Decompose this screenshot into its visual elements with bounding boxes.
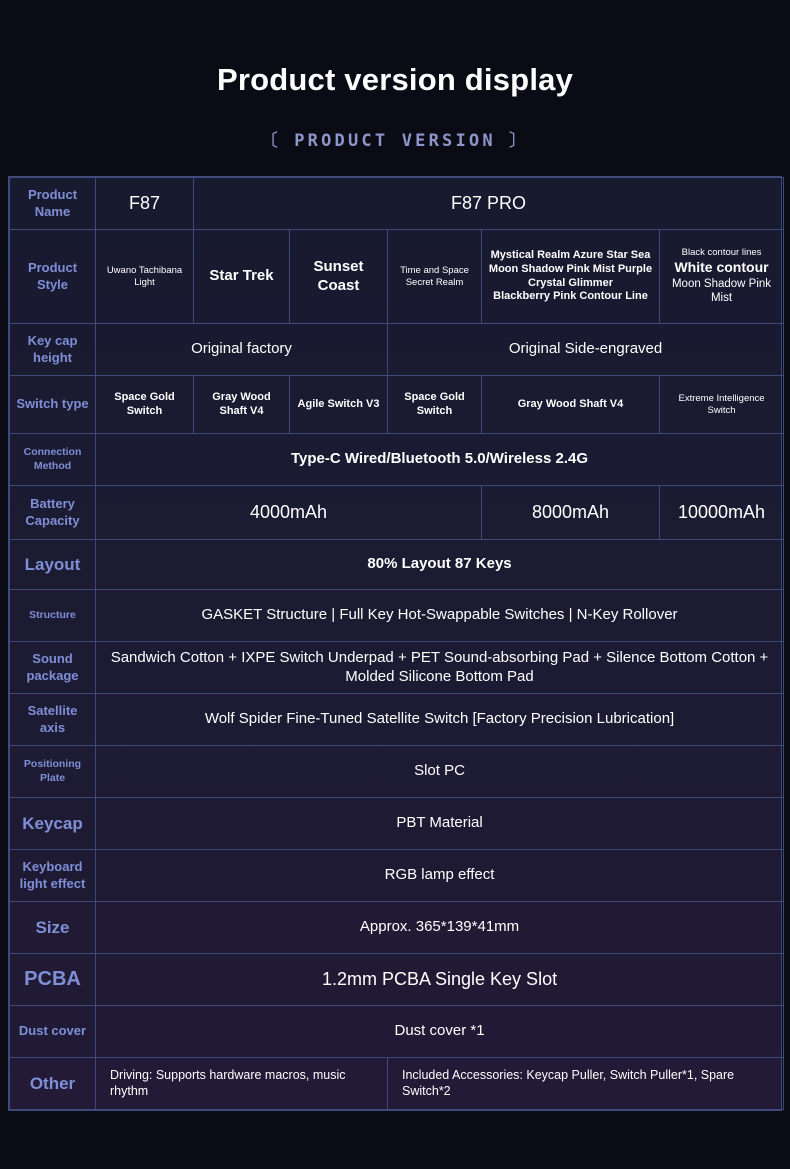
spec-table-container <box>8 176 782 1111</box>
cell-switch-agile-v3: Agile Switch V3 <box>290 376 388 434</box>
cell-positioning-plate: Slot PC <box>96 746 784 798</box>
row-label-keycap-height: Key cap height <box>10 324 96 376</box>
table-row <box>10 694 784 746</box>
row-label-positioning-plate: Positioning Plate <box>10 746 96 798</box>
cell-satellite-axis: Wolf Spider Fine-Tuned Satellite Switch [Factory Precision Lubrication] <box>96 694 784 746</box>
cell-switch-gray-wood-2: Gray Wood Shaft V4 <box>482 376 660 434</box>
cell-switch-space-gold-1: Space Gold Switch <box>96 376 194 434</box>
cell-f87: F87 <box>96 178 194 230</box>
page-subtitle: 〔 PRODUCT VERSION 〕 <box>260 131 530 151</box>
table-row <box>10 376 784 434</box>
cell-f87-pro: F87 PRO <box>194 178 784 230</box>
cell-style-mystical-line2: Blackberry Pink Contour Line <box>493 290 648 303</box>
table-row <box>10 540 784 590</box>
cell-style-moon-shadow: Moon Shadow Pink Mist <box>671 277 772 305</box>
cell-dust-cover: Dust cover *1 <box>96 1006 784 1058</box>
cell-keycap-side-engraved: Original Side-engraved <box>388 324 784 376</box>
cell-layout: 80% Layout 87 Keys <box>96 540 784 590</box>
cell-switch-extreme: Extreme Intelligence Switch <box>660 376 784 434</box>
cell-keycap-material: PBT Material <box>96 798 784 850</box>
cell-style-contour <box>660 230 784 324</box>
table-row <box>10 230 784 324</box>
row-label-other: Other <box>10 1058 96 1110</box>
row-label-size: Size <box>10 902 96 954</box>
row-label-sound-package: Sound package <box>10 642 96 694</box>
table-row <box>10 590 784 642</box>
row-label-structure: Structure <box>10 590 96 642</box>
page-header <box>0 0 790 151</box>
cell-size: Approx. 365*139*41mm <box>96 902 784 954</box>
cell-battery-10000: 10000mAh <box>660 486 784 540</box>
cell-structure: GASKET Structure | Full Key Hot-Swappable Switches | N-Key Rollover <box>96 590 784 642</box>
row-label-product-style: Product Style <box>10 230 96 324</box>
cell-switch-space-gold-2: Space Gold Switch <box>388 376 482 434</box>
cell-style-time-space: Time and Space Secret Realm <box>388 230 482 324</box>
table-row <box>10 798 784 850</box>
row-label-layout: Layout <box>10 540 96 590</box>
table-row <box>10 434 784 486</box>
cell-keycap-original: Original factory <box>96 324 388 376</box>
cell-other-driving: Driving: Supports hardware macros, music rhythm <box>96 1058 388 1110</box>
spec-table <box>9 177 784 1110</box>
table-row <box>10 324 784 376</box>
row-label-keycap: Keycap <box>10 798 96 850</box>
row-label-switch-type: Switch type <box>10 376 96 434</box>
table-row <box>10 954 784 1006</box>
table-row <box>10 178 784 230</box>
cell-light-effect: RGB lamp effect <box>96 850 784 902</box>
table-row <box>10 1058 784 1110</box>
row-label-product-name: Product Name <box>10 178 96 230</box>
table-row <box>10 902 784 954</box>
cell-other-accessories: Included Accessories: Keycap Puller, Switch Puller*1, Spare Switch*2 <box>388 1058 784 1110</box>
row-label-satellite-axis: Satellite axis <box>10 694 96 746</box>
row-label-pcba: PCBA <box>10 954 96 1006</box>
cell-style-black-contour: Black contour lines <box>681 247 762 259</box>
table-row <box>10 642 784 694</box>
table-row <box>10 486 784 540</box>
cell-switch-gray-wood-1: Gray Wood Shaft V4 <box>194 376 290 434</box>
row-label-light-effect: Keyboard light effect <box>10 850 96 902</box>
cell-battery-4000: 4000mAh <box>96 486 482 540</box>
cell-pcba: 1.2mm PCBA Single Key Slot <box>96 954 784 1006</box>
row-label-dust-cover: Dust cover <box>10 1006 96 1058</box>
row-label-connection-method: Connection Method <box>10 434 96 486</box>
cell-style-mystical <box>482 230 660 324</box>
table-row <box>10 1006 784 1058</box>
cell-style-sunset-coast: Sunset Coast <box>290 230 388 324</box>
table-row <box>10 850 784 902</box>
cell-style-mystical-line1: Mystical Realm Azure Star Sea Moon Shadow Pink Mist Purple Crystal Glimmer <box>488 249 653 289</box>
page-title: Product version display <box>216 62 574 97</box>
cell-style-star-trek: Star Trek <box>194 230 290 324</box>
cell-battery-8000: 8000mAh <box>482 486 660 540</box>
cell-style-white-contour: White contour <box>674 259 769 276</box>
cell-style-uwano: Uwano Tachibana Light <box>96 230 194 324</box>
row-label-battery-capacity: Battery Capacity <box>10 486 96 540</box>
cell-connection-method: Type-C Wired/Bluetooth 5.0/Wireless 2.4G <box>96 434 784 486</box>
table-row <box>10 746 784 798</box>
cell-sound-package: Sandwich Cotton + IXPE Switch Underpad + PET Sound-absorbing Pad + Silence Bottom Cotton + Molded Silicone Bottom Pad <box>96 642 784 694</box>
